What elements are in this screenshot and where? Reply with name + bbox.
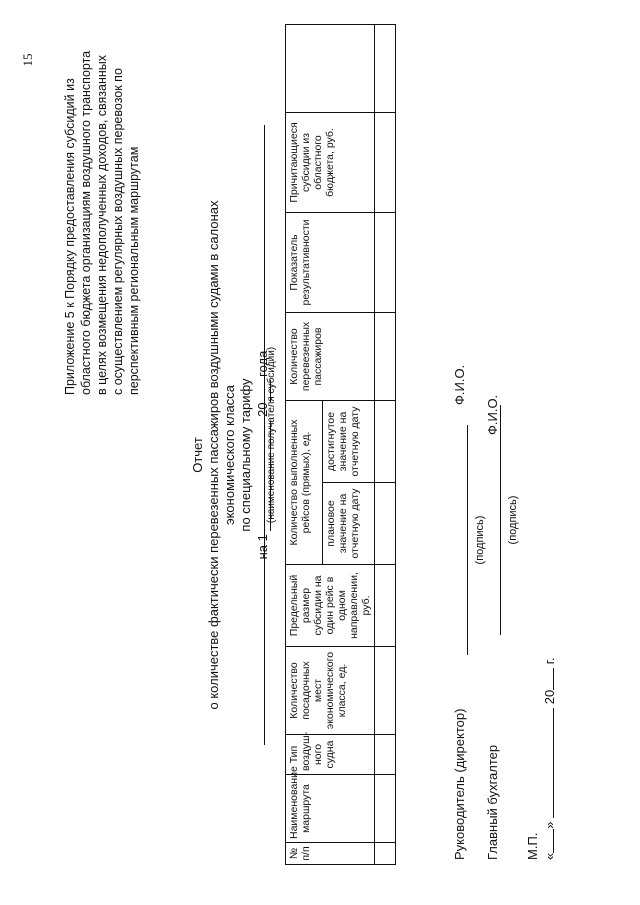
director-signature-caption: (подпись)	[474, 515, 486, 565]
table-cell	[375, 735, 396, 775]
date-suffix: г.	[542, 657, 557, 665]
table-cell	[375, 112, 396, 212]
header-subsidy-due: Причитающиеся субсидии из областного бюджета, руб.	[286, 112, 375, 212]
header-max-subsidy: Предельный размер субсидии на один рейс в одном направлении, руб.	[286, 565, 375, 647]
title-date-prefix: на 1	[255, 534, 270, 560]
title-date-year: 20	[255, 402, 270, 417]
table-cell	[375, 212, 396, 312]
accountant-signature-blank	[500, 405, 501, 635]
table-cell	[375, 647, 396, 735]
header-passengers: Количество перевезенных пассажиров	[286, 312, 375, 400]
accountant-name: Ф.И.О.	[485, 394, 500, 435]
table-cell	[375, 775, 396, 843]
table-cell	[375, 400, 396, 482]
header-seats: Количество посадочных мест экономического класса, ед.	[286, 647, 375, 735]
recipient-caption: (наименование получателя субсидии)	[264, 125, 277, 745]
table-cell	[375, 24, 396, 112]
stamp-date-block	[525, 460, 565, 860]
title-line-1: Отчет	[190, 437, 205, 473]
header-flights-planned: плановое значение на отчетную дату	[322, 483, 374, 565]
header-flights-achieved: достигнутое значение на отчетную дату	[322, 400, 374, 482]
date-month-blank	[541, 708, 554, 818]
report-table	[285, 24, 396, 865]
header-flights: Количество выполненных рейсов (прямых), ед.	[286, 400, 323, 564]
date-year: 20	[542, 689, 557, 705]
date-year-blank	[541, 668, 554, 690]
director-label: Руководитель (директор)	[452, 708, 467, 860]
date-close-quote: »	[542, 821, 557, 829]
table-cell	[375, 565, 396, 647]
date-open-quote: «	[542, 852, 557, 860]
header-num: № п/п	[286, 843, 375, 865]
accountant-signature-row	[485, 40, 525, 860]
date-day-blank	[541, 829, 554, 853]
date-line	[541, 460, 558, 860]
table-cell	[375, 483, 396, 565]
page-number: 15	[20, 53, 35, 67]
table-cell	[375, 843, 396, 865]
table-cell	[375, 312, 396, 400]
header-extra	[286, 24, 375, 112]
header-performance: Показатель результативности	[286, 212, 375, 312]
accountant-signature-caption: (подпись)	[507, 495, 519, 545]
accountant-label: Главный бухгалтер	[485, 744, 500, 860]
report-title	[190, 155, 271, 755]
table-row	[375, 24, 396, 864]
title-line-3: по специальному тарифу	[238, 378, 253, 532]
appendix-note: Приложение 5 к Порядку предоставления субсидий из областного бюджета организациям воздушного транспорта в целях возмещения недополученных доходов, связанных с осуществлением регулярных воздушных перевозок по перспективным региональным маршрутам	[63, 50, 141, 395]
director-signature-blank	[467, 425, 468, 655]
title-date-suffix: года	[255, 350, 270, 377]
header-route: Наименование маршрута	[286, 775, 375, 843]
title-line-2: о количестве фактически перевезенных пассажиров воздушными судами в салонах экономического класса	[206, 200, 237, 710]
stamp-label: М.П.	[525, 832, 540, 860]
header-aircraft-type: Тип воздуш-ного судна	[286, 735, 375, 775]
director-name: Ф.И.О.	[452, 364, 467, 405]
